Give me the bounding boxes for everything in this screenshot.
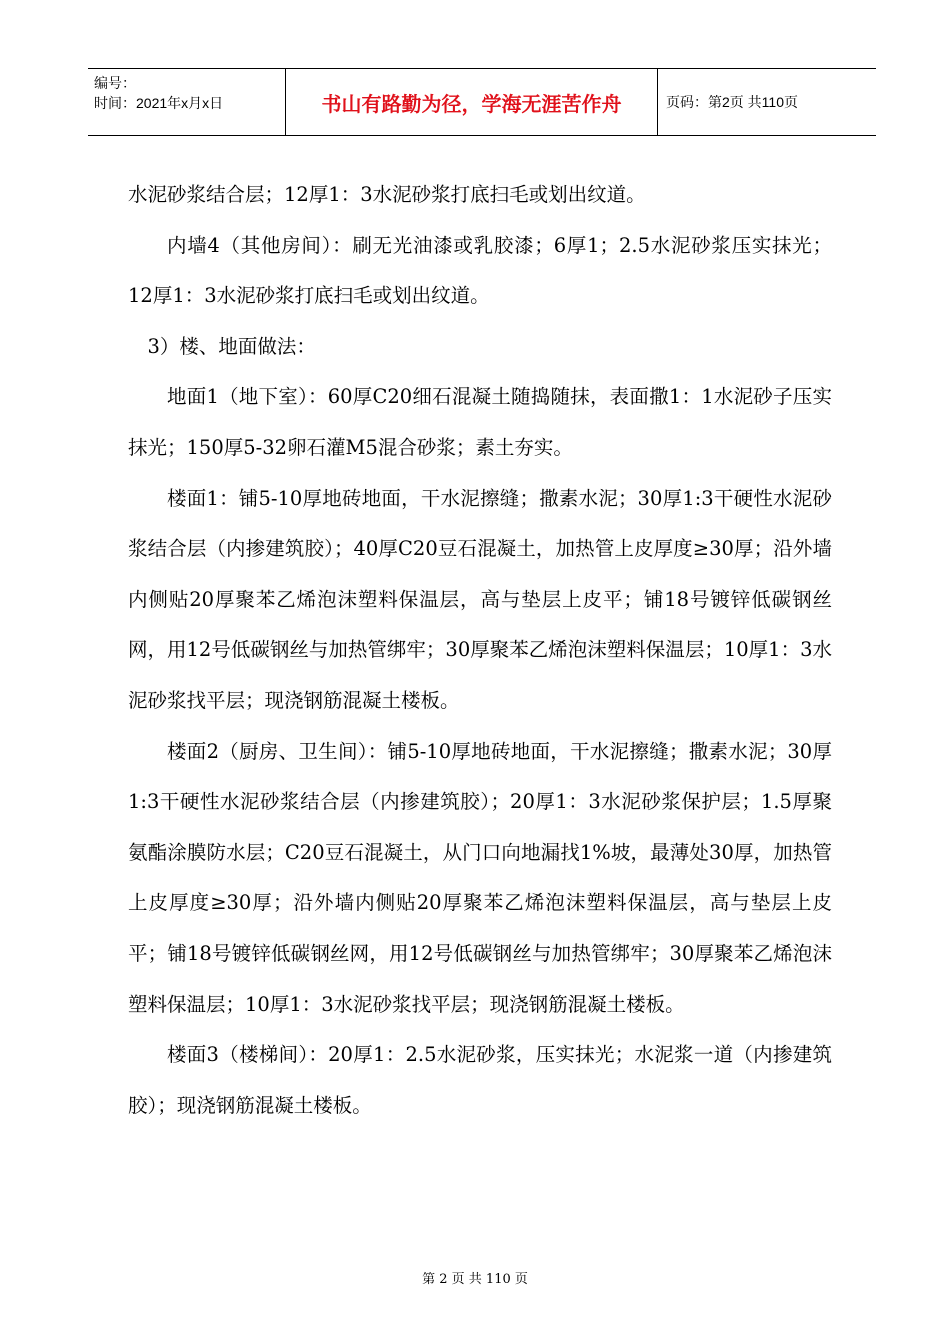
page-info: 页码：第2页 共110页 bbox=[666, 94, 798, 110]
header-motto-cell bbox=[285, 69, 658, 135]
document-body bbox=[128, 170, 832, 1131]
paragraph: 水泥砂浆结合层；12厚1：3水泥砂浆打底扫毛或划出纹道。 bbox=[128, 183, 646, 206]
footer-page-number: 第 2 页 共 110 页 bbox=[422, 1272, 528, 1287]
page-header bbox=[88, 68, 876, 136]
paragraph: 楼面3（楼梯间）：20厚1：2.5水泥砂浆，压实抹光；水泥浆一道（内掺建筑胶）；现浇钢筋混凝土楼板。 bbox=[128, 1043, 832, 1117]
header-meta bbox=[88, 69, 285, 135]
number-label: 编号： bbox=[94, 75, 136, 91]
paragraph: 内墙4（其他房间）：刷无光油漆或乳胶漆；6厚1；2.5水泥砂浆压实抹光；12厚1：3水泥砂浆打底扫毛或划出纹道。 bbox=[128, 233, 832, 308]
page-footer bbox=[0, 1268, 950, 1287]
paragraph: 楼面2（厨房、卫生间）：铺5-10厚地砖地面，干水泥擦缝；撒素水泥；30厚1:3干硬性水泥砂浆结合层（内掺建筑胶）；20厚1：3水泥砂浆保护层；1.5厚聚氨酯涂膜防水层；C20豆石混凝土，从门口向地漏找1%坡，最薄处30厚，加热管上皮厚度≥30厚；沿外墙内侧贴20厚聚苯乙烯泡沫塑料保温层，高与垫层上皮平；铺18号镀锌低碳钢丝网，用12号低碳钢丝与加热管绑牢；30厚聚苯乙烯泡沫塑料保温层；10厚1：3水泥砂浆找平层；现浇钢筋混凝土楼板。 bbox=[128, 739, 832, 1016]
paragraph: 楼面1：铺5-10厚地砖地面，干水泥擦缝；撒素水泥；30厚1:3干硬性水泥砂浆结合层（内掺建筑胶）；40厚C20豆石混凝土，加热管上皮厚度≥30厚；沿外墙内侧贴20厚聚苯乙烯泡沫塑料保温层，高与垫层上皮平；铺18号镀锌低碳钢丝网，用12号低碳钢丝与加热管绑牢；30厚聚苯乙烯泡沫塑料保温层；10厚1：3水泥砂浆找平层；现浇钢筋混凝土楼板。 bbox=[128, 486, 832, 712]
date-label: 时间：2021年x月x日 bbox=[94, 95, 224, 111]
header-page-cell bbox=[658, 69, 876, 135]
paragraph: 地面1（地下室）：60厚C20细石混凝土随捣随抹，表面撒1：1水泥砂子压实抹光；150厚5-32卵石灌M5混合砂浆；素土夯实。 bbox=[128, 385, 832, 459]
motto-text: 书山有路勤为径，学海无涯苦作舟 bbox=[321, 91, 622, 116]
section-heading: 3）楼、地面做法： bbox=[147, 334, 316, 358]
